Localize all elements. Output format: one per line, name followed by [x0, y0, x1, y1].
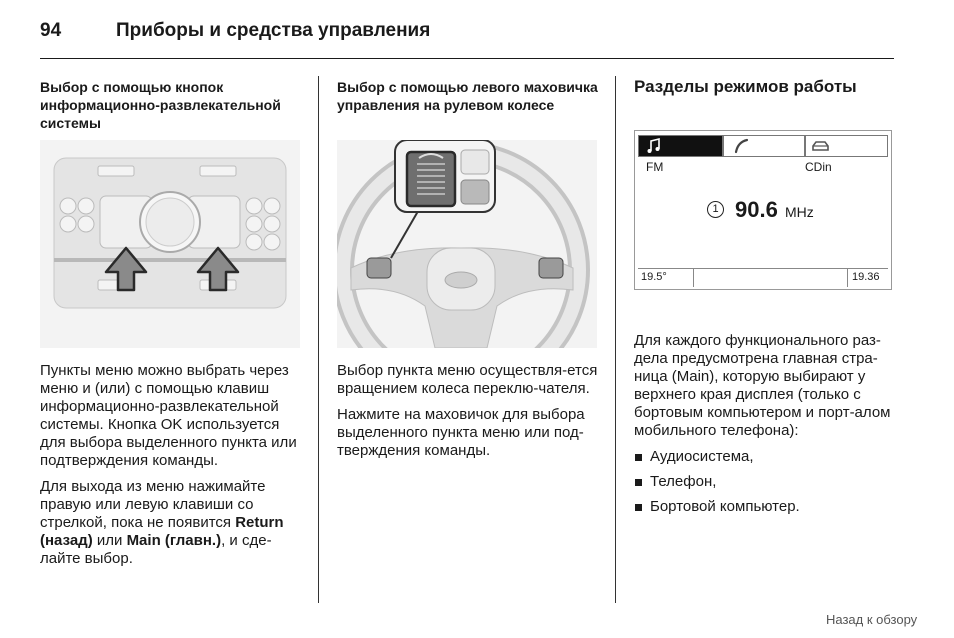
col3-heading: Разделы режимов работы [634, 77, 857, 96]
preset-number: 1 [707, 201, 724, 218]
car-icon [810, 136, 832, 156]
infotainment-panel-illustration [40, 140, 300, 348]
page-title: Приборы и средства управления [116, 20, 431, 41]
list-item-label: Аудиосистема, [650, 448, 754, 465]
col1-paragraph-1: Пункты меню можно выбрать через меню и (или) с помощью клавиш информационно-развлекательной системы. Кнопка OK используется для выбора выделенного пункта или подтверждения команды. [40, 362, 297, 469]
col3-paragraph: Для каждого функционального раз-дела предусмотрена главная стра-ница (Main), которую выбирают у верхнего края дисплея (только с бортовым компьютером и порт-алом мобильного телефона): [634, 332, 891, 439]
display-status-rule [638, 268, 888, 269]
col1-paragraph-2 [40, 478, 308, 568]
source-right: CDin [805, 160, 832, 174]
header-rule [40, 58, 894, 59]
bullet-square-icon [635, 504, 642, 511]
list-item [634, 448, 896, 466]
radio-display [634, 130, 892, 290]
steering-wheel-figure [337, 140, 597, 348]
list-item [634, 498, 896, 516]
col3-body [634, 332, 896, 523]
clock-time: 19.36 [852, 271, 880, 283]
list-item [634, 473, 896, 491]
list-item-label: Телефон, [650, 473, 717, 490]
tab-phone [723, 135, 805, 157]
display-status-divider-right [847, 269, 848, 287]
col2-heading: Выбор с помощью левого маховичка управления на рулевом колесе [337, 79, 598, 113]
col1-heading: Выбор с помощью кнопок информационно-развлекательной системы [40, 79, 281, 131]
main-label: Main (главн.) [126, 532, 222, 549]
bullet-square-icon [635, 479, 642, 486]
steering-wheel-illustration [337, 140, 597, 348]
music-note-icon [645, 136, 665, 156]
col2-paragraph-2: Нажмите на маховичок для выбора выделенного пункта меню или под-тверждения команды. [337, 406, 585, 459]
column-divider-2 [615, 76, 616, 603]
col1-p2-mid: или [92, 532, 127, 549]
phone-handset-icon [732, 136, 752, 156]
list-item-label: Бортовой компьютер. [650, 498, 800, 515]
page-number: 94 [40, 20, 62, 41]
return-label: Return (назад) [40, 514, 284, 549]
back-to-overview-link[interactable]: Назад к обзору [826, 612, 918, 627]
col1-p2-start: Для выхода из меню нажимайте правую или левую клавиши со стрелкой, пока не появится [40, 478, 266, 531]
tab-onboard-computer [805, 135, 888, 157]
col1-p2-end: , и сде-лайте выбор. [40, 532, 272, 567]
col2-paragraph-1: Выбор пункта меню осуществля-ется вращением колеса переклю-чателя. [337, 362, 598, 397]
column-divider-1 [318, 76, 319, 603]
bullet-square-icon [635, 454, 642, 461]
frequency-unit: MHz [785, 204, 814, 220]
col1-body [40, 362, 308, 576]
frequency-value: 90.6 [735, 197, 778, 222]
infotainment-buttons-figure [40, 140, 300, 348]
source-left: FM [646, 160, 664, 174]
mode-list [634, 448, 896, 516]
col2-body [337, 362, 605, 468]
display-status-divider-left [693, 269, 694, 287]
tab-audio [638, 135, 723, 157]
outside-temperature: 19.5° [641, 271, 667, 283]
